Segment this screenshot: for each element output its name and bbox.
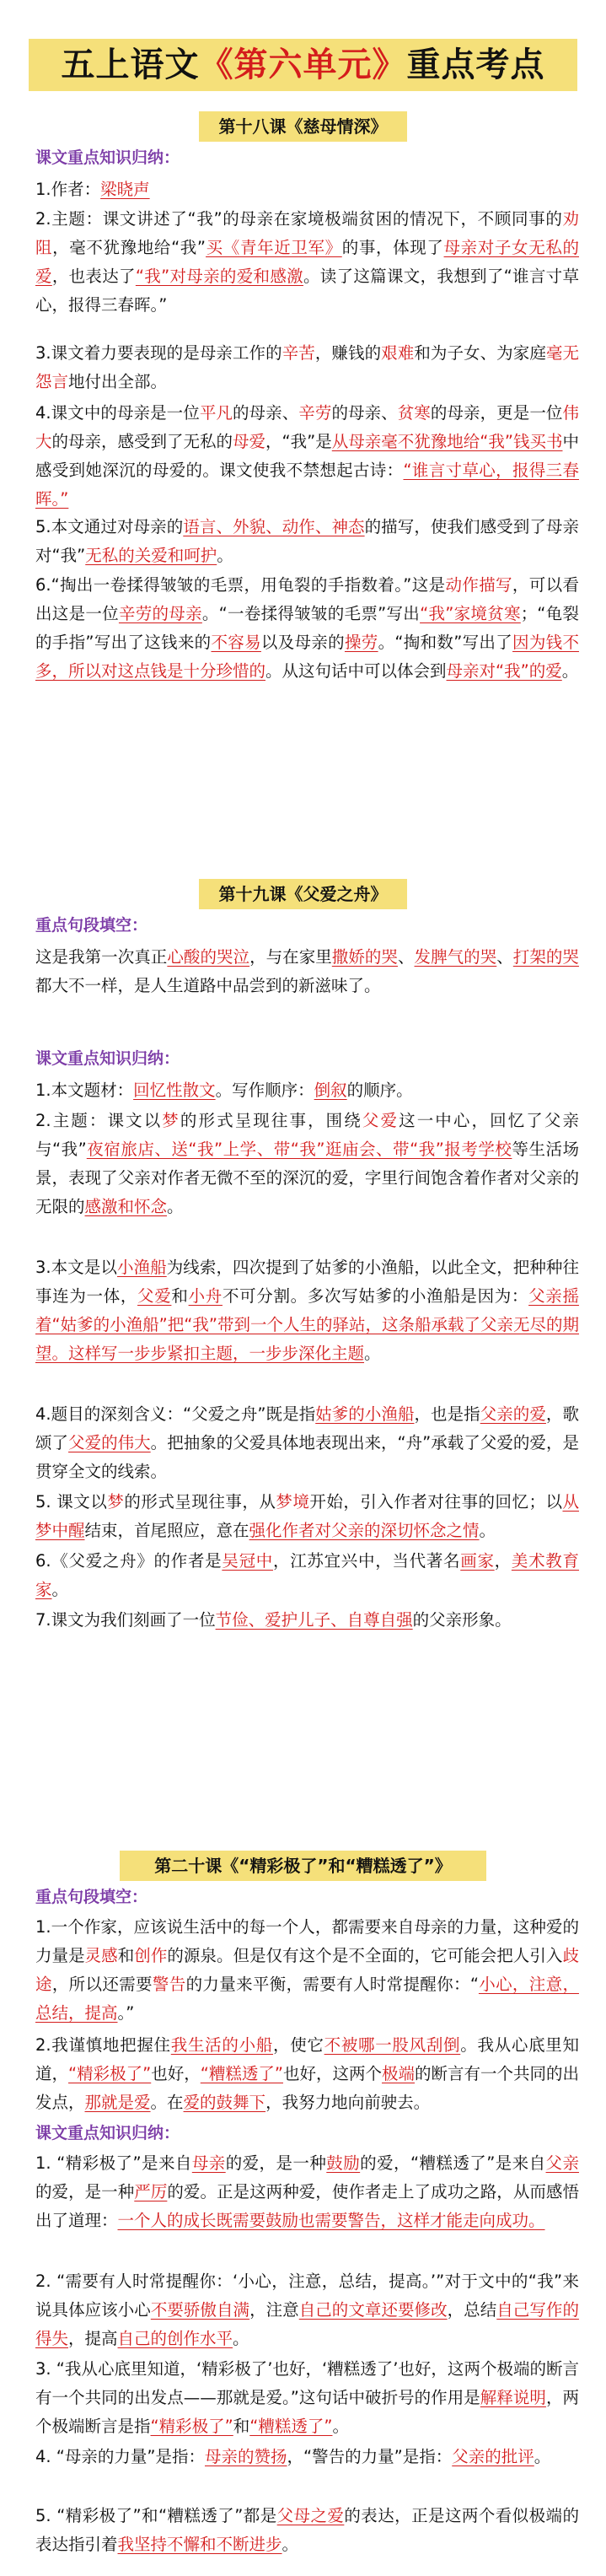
highlighted-text: 歧途 bbox=[35, 1946, 579, 1994]
text-segment: 。 bbox=[233, 2329, 249, 2348]
lesson-19-knowledge-label: 课文重点知识归纳： bbox=[35, 1049, 180, 1068]
highlighted-text: 母亲对“我”的爱 bbox=[446, 661, 562, 681]
text-segment: 也好，这两个 bbox=[282, 2064, 382, 2083]
highlighted-text: 吴冠中 bbox=[222, 1551, 273, 1571]
lesson-20-heading: 第二十课《“精彩极了”和“糟糕透了”》 bbox=[120, 1851, 486, 1881]
highlighted-text: 心酸的哭泣 bbox=[167, 947, 250, 967]
highlighted-text: 自己的文章还要修改 bbox=[298, 2300, 448, 2320]
text-segment: 的爱。正是这两种爱，使作者走上了成功之路，从而感悟出了道理： bbox=[35, 2182, 579, 2230]
highlighted-text: “精彩极了” bbox=[68, 2064, 152, 2083]
text-segment: ，歌颂了 bbox=[35, 1404, 579, 1452]
text-segment: 的源泉。但是仅有这个是不全面的，它可能会把人引入 bbox=[167, 1946, 563, 1965]
text-segment: 。“掏和数”写出了 bbox=[378, 633, 513, 652]
text-segment: 中感受到她深沉的母爱的。课文使我不禁想起古诗： bbox=[35, 432, 579, 480]
text-segment: 的母亲、 bbox=[331, 403, 398, 423]
highlighted-text: 父爱的伟大 bbox=[68, 1433, 151, 1452]
highlighted-text: 灵感 bbox=[84, 1946, 118, 1965]
lesson-19-point-5 bbox=[35, 1488, 579, 1545]
text-segment: 的顺序。 bbox=[346, 1081, 413, 1100]
highlighted-text: “精彩极了” bbox=[150, 2417, 233, 2436]
highlighted-text: 父亲的批评 bbox=[452, 2447, 534, 2466]
highlighted-text: 梦 bbox=[162, 1111, 180, 1130]
text-segment: 1.一个作家，应该说生活中的每一个人，都需要来自母亲的力量，这种爱的力量是 bbox=[35, 1917, 579, 1965]
text-segment: 5. 课文以 bbox=[35, 1492, 108, 1512]
text-segment: ，总结 bbox=[447, 2300, 497, 2320]
text-segment: 4. “母亲的力量”是指： bbox=[35, 2447, 206, 2466]
highlighted-text: “我”家境贫寒 bbox=[420, 604, 521, 623]
text-segment: 。 bbox=[51, 1580, 69, 1599]
highlighted-text: “糟糕透了” bbox=[249, 2417, 333, 2436]
text-segment: 和 bbox=[233, 2417, 250, 2436]
text-segment: ，我努力地向前驶去。 bbox=[265, 2093, 431, 2112]
text-segment: ，也表达了 bbox=[51, 267, 136, 286]
highlighted-text: 回忆性散文 bbox=[133, 1081, 216, 1100]
highlighted-text: 发脾气的哭 bbox=[414, 947, 497, 967]
text-segment: ，可以看出这是一位 bbox=[35, 575, 579, 623]
lesson-18-point-1 bbox=[35, 175, 579, 204]
text-segment: 4.题目的深刻含义：“父爱之舟”既是指 bbox=[35, 1404, 316, 1424]
text-segment: ，与在家里 bbox=[249, 947, 332, 967]
text-segment: 5. “精彩极了”和“糟糕透了”都是 bbox=[35, 2506, 277, 2525]
highlighted-text: 买《青年近卫军》 bbox=[206, 238, 342, 257]
highlighted-text: 母亲对子女无私的爱 bbox=[35, 238, 579, 286]
text-segment: ， bbox=[494, 1551, 512, 1571]
text-segment: ，注意 bbox=[249, 2300, 299, 2320]
highlighted-text: 梁晓声 bbox=[100, 180, 150, 199]
text-segment: 也好， bbox=[151, 2064, 201, 2083]
lesson-19-heading: 第十九课《父爱之舟》 bbox=[199, 879, 407, 909]
highlighted-text: 鼓励 bbox=[326, 2153, 361, 2173]
text-segment: 。“一卷揉得皱皱的毛票”写出 bbox=[201, 604, 421, 623]
text-segment: 和 bbox=[117, 1946, 135, 1965]
highlighted-text: 打架的哭 bbox=[512, 947, 579, 967]
highlighted-text: 创作 bbox=[134, 1946, 168, 1965]
highlighted-text: 辛劳 bbox=[298, 403, 332, 423]
lesson-20-point-4 bbox=[35, 2443, 579, 2471]
highlighted-text: 毫无怨言 bbox=[35, 343, 579, 391]
highlighted-text: 小舟 bbox=[188, 1286, 223, 1306]
lesson-20-point-2 bbox=[35, 2267, 579, 2353]
text-segment: 7.课文为我们刻画了一位 bbox=[35, 1610, 216, 1630]
text-segment: ，“警告的力量”是指： bbox=[287, 2447, 453, 2466]
text-segment: 。把抽象的父爱具体地表现出来，“舟”承载了父爱的爱，是贯穿全文的线索。 bbox=[35, 1433, 579, 1481]
lesson-18-point-3 bbox=[35, 339, 579, 396]
text-segment: 的表达，正是这两个看似极端的表达指引着 bbox=[35, 2506, 579, 2554]
highlighted-text: 美术教育家 bbox=[35, 1551, 579, 1599]
highlighted-text: 强化作者对父亲的深切怀念之情 bbox=[249, 1521, 480, 1540]
highlighted-text: “我”对母亲的爱和感激 bbox=[135, 267, 303, 286]
text-segment: 6.《父爱之舟》的作者是 bbox=[35, 1551, 223, 1571]
text-segment: ，毫不犹豫地给“我” bbox=[52, 238, 206, 257]
text-segment: 1.作者： bbox=[35, 180, 101, 199]
text-segment: 1. “精彩极了”是来自 bbox=[35, 2153, 192, 2173]
lesson-20-point-5 bbox=[35, 2502, 579, 2559]
text-segment: 。 bbox=[364, 1344, 381, 1363]
title-part-1: 五上语文 bbox=[61, 46, 200, 84]
text-segment: 开始，引入作者对往事的回忆；以 bbox=[309, 1492, 563, 1512]
highlighted-text: 感激和怀念 bbox=[84, 1197, 168, 1216]
highlighted-text: 爱的鼓舞下 bbox=[183, 2093, 266, 2112]
lesson-20-fill-2 bbox=[35, 2031, 579, 2117]
document-title bbox=[29, 39, 577, 91]
highlighted-text: 解释说明 bbox=[480, 2388, 546, 2407]
highlighted-text: 从梦中醒 bbox=[35, 1492, 579, 1540]
text-segment: 这一中心，回忆了父亲与“我” bbox=[35, 1111, 579, 1159]
highlighted-text: 操劳 bbox=[344, 633, 378, 652]
text-segment: 为线索，四次提到了姑爹的小渔船，以此全文，把种种往事连为一体， bbox=[35, 1258, 579, 1306]
text-segment: 6.“掏出一卷揉得皱皱的毛票，用龟裂的手指数着。”这是 bbox=[35, 575, 446, 595]
lesson-18-point-6 bbox=[35, 571, 579, 686]
highlighted-text: 辛苦 bbox=[282, 343, 315, 363]
text-segment: 的形式呈现往事，从 bbox=[124, 1492, 276, 1512]
highlighted-text: 一个人的成长既需要鼓励也需要警告，这样才能走向成功。 bbox=[117, 2211, 545, 2230]
text-segment: ，两个极端断言是指 bbox=[35, 2388, 579, 2436]
lesson-19-point-3 bbox=[35, 1253, 579, 1368]
title-part-2: 《第六单元》 bbox=[199, 46, 407, 84]
text-segment: 。” bbox=[117, 2003, 135, 2023]
lesson-18-point-4 bbox=[35, 399, 579, 514]
text-segment: ，也是指 bbox=[414, 1404, 480, 1424]
highlighted-text: 我坚持不懈和不断进步 bbox=[117, 2535, 282, 2554]
text-segment: ；“龟裂的手指”写出了这钱来的 bbox=[35, 604, 579, 652]
text-segment: 这是我第一次真正 bbox=[35, 947, 168, 967]
text-segment: 。写作顺序： bbox=[215, 1081, 314, 1100]
highlighted-text: 那就是爱 bbox=[84, 2093, 151, 2112]
text-segment: ，所以还需要 bbox=[51, 1975, 153, 1994]
highlighted-text: 警告 bbox=[152, 1975, 186, 1994]
highlighted-text: 梦 bbox=[107, 1492, 125, 1512]
text-segment: 都大不一样，是人生道路中品尝到的新滋味了。 bbox=[35, 976, 381, 995]
text-segment: 。从这句话中可以体会到 bbox=[265, 661, 447, 681]
text-segment: 的母亲，更是一位 bbox=[430, 403, 563, 423]
text-segment: ，赚钱的 bbox=[314, 343, 382, 363]
text-segment: 、 bbox=[397, 947, 415, 967]
highlighted-text: 姑爹的小渔船 bbox=[315, 1404, 415, 1424]
text-segment: 3. “我从心底里知道，‘精彩极了’也好，‘糟糕透了’也好，这两个极端的断言有一个共同的出发点——那就是爱。”这句话中破折号的作用是 bbox=[35, 2359, 579, 2407]
text-segment: 。在 bbox=[150, 2093, 184, 2112]
title-part-3: 重点考点 bbox=[406, 46, 545, 84]
text-segment: 1.本文题材： bbox=[35, 1081, 134, 1100]
highlighted-text: “谁言寸草心，报得三春晖。” bbox=[35, 461, 579, 509]
lesson-20-point-3 bbox=[35, 2355, 579, 2441]
highlighted-text: 极端 bbox=[381, 2064, 415, 2083]
lesson-20-fill-label: 重点句段填空： bbox=[35, 1888, 148, 1906]
document-title-banner bbox=[29, 39, 577, 91]
lesson-19-point-4 bbox=[35, 1400, 579, 1486]
highlighted-text: 辛劳的母亲 bbox=[118, 604, 202, 623]
text-segment: ，提高 bbox=[68, 2329, 118, 2348]
text-segment: 的母亲、 bbox=[232, 403, 299, 423]
highlighted-text: 贫寒 bbox=[397, 403, 431, 423]
text-segment: 等生活场景，表现了父亲对作者无微不至的深沉的爱，字里行间饱含着作者对父亲的无限的 bbox=[35, 1140, 579, 1216]
lesson-20-knowledge-label: 课文重点知识归纳： bbox=[35, 2124, 180, 2142]
highlighted-text: 我生活的小船 bbox=[170, 2035, 273, 2055]
highlighted-text: 夜宿旅店、送“我”上学、带“我”逛庙会、带“我”报考学校 bbox=[86, 1140, 512, 1159]
text-segment: 不可分割。多次写姑爹的小渔船是因为： bbox=[222, 1286, 529, 1306]
lesson-19-point-2 bbox=[35, 1107, 579, 1221]
text-segment: 。 bbox=[534, 2447, 551, 2466]
text-segment: 的事，体现了 bbox=[341, 238, 444, 257]
text-segment: 的断言有一个共同的出发点， bbox=[35, 2064, 580, 2112]
text-segment: 2.主题：课文以 bbox=[35, 1111, 163, 1130]
lesson-19-fill-label: 重点句段填空： bbox=[35, 916, 148, 935]
highlighted-text: 伟大 bbox=[35, 403, 579, 451]
highlighted-text: 梦境 bbox=[276, 1492, 310, 1512]
lesson-20-point-1 bbox=[35, 2149, 579, 2235]
text-segment: 3.课文着力要表现的是母亲工作的 bbox=[35, 343, 282, 363]
text-segment: 结束，首尾照应，意在 bbox=[84, 1521, 249, 1540]
lesson-18-point-5 bbox=[35, 513, 579, 570]
highlighted-text: 母爱 bbox=[233, 432, 266, 451]
text-segment: 4.课文中的母亲是一位 bbox=[35, 403, 200, 423]
highlighted-text: 父亲的爱 bbox=[480, 1404, 546, 1424]
highlighted-text: 严厉 bbox=[134, 2182, 168, 2201]
highlighted-text: 不被哪一股风刮倒 bbox=[324, 2035, 461, 2055]
highlighted-text: 母亲 bbox=[191, 2153, 226, 2173]
highlighted-text: 艰难 bbox=[381, 343, 415, 363]
highlighted-text: 自己的创作水平 bbox=[117, 2329, 233, 2348]
highlighted-text: 因为钱不多，所以对这点钱是十分珍惜的 bbox=[35, 633, 579, 681]
highlighted-text: 节俭、爱护儿子、自尊自强 bbox=[215, 1610, 413, 1630]
text-segment: 的描写，使我们感受到了母亲对“我” bbox=[35, 517, 579, 565]
highlighted-text: 小心，注意，总结，提高 bbox=[35, 1975, 579, 2023]
text-segment: 。 bbox=[479, 1521, 496, 1540]
highlighted-text: 父爱 bbox=[362, 1111, 400, 1130]
highlighted-text: 无私的关爱和呵护 bbox=[85, 546, 217, 565]
highlighted-text: 母亲的赞扬 bbox=[205, 2447, 287, 2466]
text-segment: 2.我谨慎地把握住 bbox=[35, 2035, 171, 2055]
highlighted-text: 父爱 bbox=[137, 1286, 172, 1306]
lesson-18-knowledge-label: 课文重点知识归纳： bbox=[35, 148, 180, 167]
text-segment: 的形式呈现往事，围绕 bbox=[180, 1111, 362, 1130]
text-segment: 以及母亲的 bbox=[260, 633, 345, 652]
text-segment: 的爱，“糟糕透了”是来自 bbox=[360, 2153, 546, 2173]
highlighted-text: “糟糕透了” bbox=[200, 2064, 283, 2083]
highlighted-text: 不要骄傲自满 bbox=[150, 2300, 250, 2320]
highlighted-text: 撒娇的哭 bbox=[331, 947, 398, 967]
text-segment: ，“我”是 bbox=[265, 432, 332, 451]
text-segment: 5.本文通过对母亲的 bbox=[35, 517, 184, 536]
text-segment: ，使它 bbox=[272, 2035, 324, 2055]
text-segment: 的爱，是一种 bbox=[225, 2153, 327, 2173]
highlighted-text: 画家 bbox=[460, 1551, 495, 1571]
text-segment: 。 bbox=[217, 546, 233, 565]
highlighted-text: 倒叙 bbox=[314, 1081, 347, 1100]
text-segment: 2. “需要有人时常提醒你：‘小心，注意，总结，提高。’”对于文中的“我”来说具体应该小心 bbox=[35, 2272, 579, 2320]
text-segment: 、 bbox=[496, 947, 513, 967]
text-segment: ，江苏宜兴中，当代著名 bbox=[272, 1551, 461, 1571]
highlighted-text: 语言、外貌、动作、神态 bbox=[183, 517, 365, 536]
lesson-19-point-1 bbox=[35, 1076, 579, 1105]
text-segment: 。 bbox=[282, 2535, 299, 2554]
lesson-20-fill-1 bbox=[35, 1913, 579, 2028]
lesson-19-point-6 bbox=[35, 1547, 579, 1604]
text-segment: 2.主题：课文讲述了“我”的母亲在家境极端贫困的情况下，不顾同事的 bbox=[35, 209, 563, 229]
text-segment: 和为子女、为家庭 bbox=[414, 343, 546, 363]
highlighted-text: 劝阻 bbox=[35, 209, 579, 257]
text-segment: 。 bbox=[332, 2417, 349, 2436]
lesson-19-point-7 bbox=[35, 1606, 579, 1635]
highlighted-text: 父亲 bbox=[545, 2153, 579, 2173]
lesson-18-heading: 第十八课《慈母情深》 bbox=[199, 111, 407, 142]
text-segment: 的爱，是一种 bbox=[35, 2182, 135, 2201]
lesson-19-fill-1 bbox=[35, 943, 579, 1000]
text-segment: 的母亲，感受到了无私的 bbox=[51, 432, 233, 451]
highlighted-text: 动作描写 bbox=[445, 575, 512, 595]
text-segment: 。 bbox=[561, 661, 579, 681]
text-segment: 。 bbox=[167, 1197, 184, 1216]
highlighted-text: 自己写作的得失 bbox=[35, 2300, 579, 2348]
text-segment: 的父亲形象。 bbox=[412, 1610, 512, 1630]
text-segment: 的力量来平衡，需要有人时常提醒你：“ bbox=[185, 1975, 479, 1994]
highlighted-text: 平凡 bbox=[199, 403, 233, 423]
highlighted-text: 从母亲毫不犹豫地给“我”钱买书 bbox=[331, 432, 563, 451]
highlighted-text: 小渔船 bbox=[116, 1258, 167, 1277]
highlighted-text: 父母之爱 bbox=[276, 2506, 345, 2525]
text-segment: 和 bbox=[171, 1286, 189, 1306]
text-segment: 。读了这篇课文，我想到了“谁言寸草心，报得三春晖。” bbox=[35, 267, 579, 315]
text-segment: 地付出全部。 bbox=[68, 372, 168, 391]
highlighted-text: 父亲摇着“姑爹的小渔船”把“我”带到一个人生的驿站，这条船承载了父亲无尽的期望。这样写一步步紧扣主题，一步步深化主题 bbox=[35, 1286, 579, 1363]
highlighted-text: 不容易 bbox=[211, 633, 261, 652]
text-segment: 3.本文是以 bbox=[35, 1258, 117, 1277]
text-segment: 。我从心底里知道， bbox=[35, 2035, 579, 2083]
lesson-18-point-2 bbox=[35, 205, 579, 320]
